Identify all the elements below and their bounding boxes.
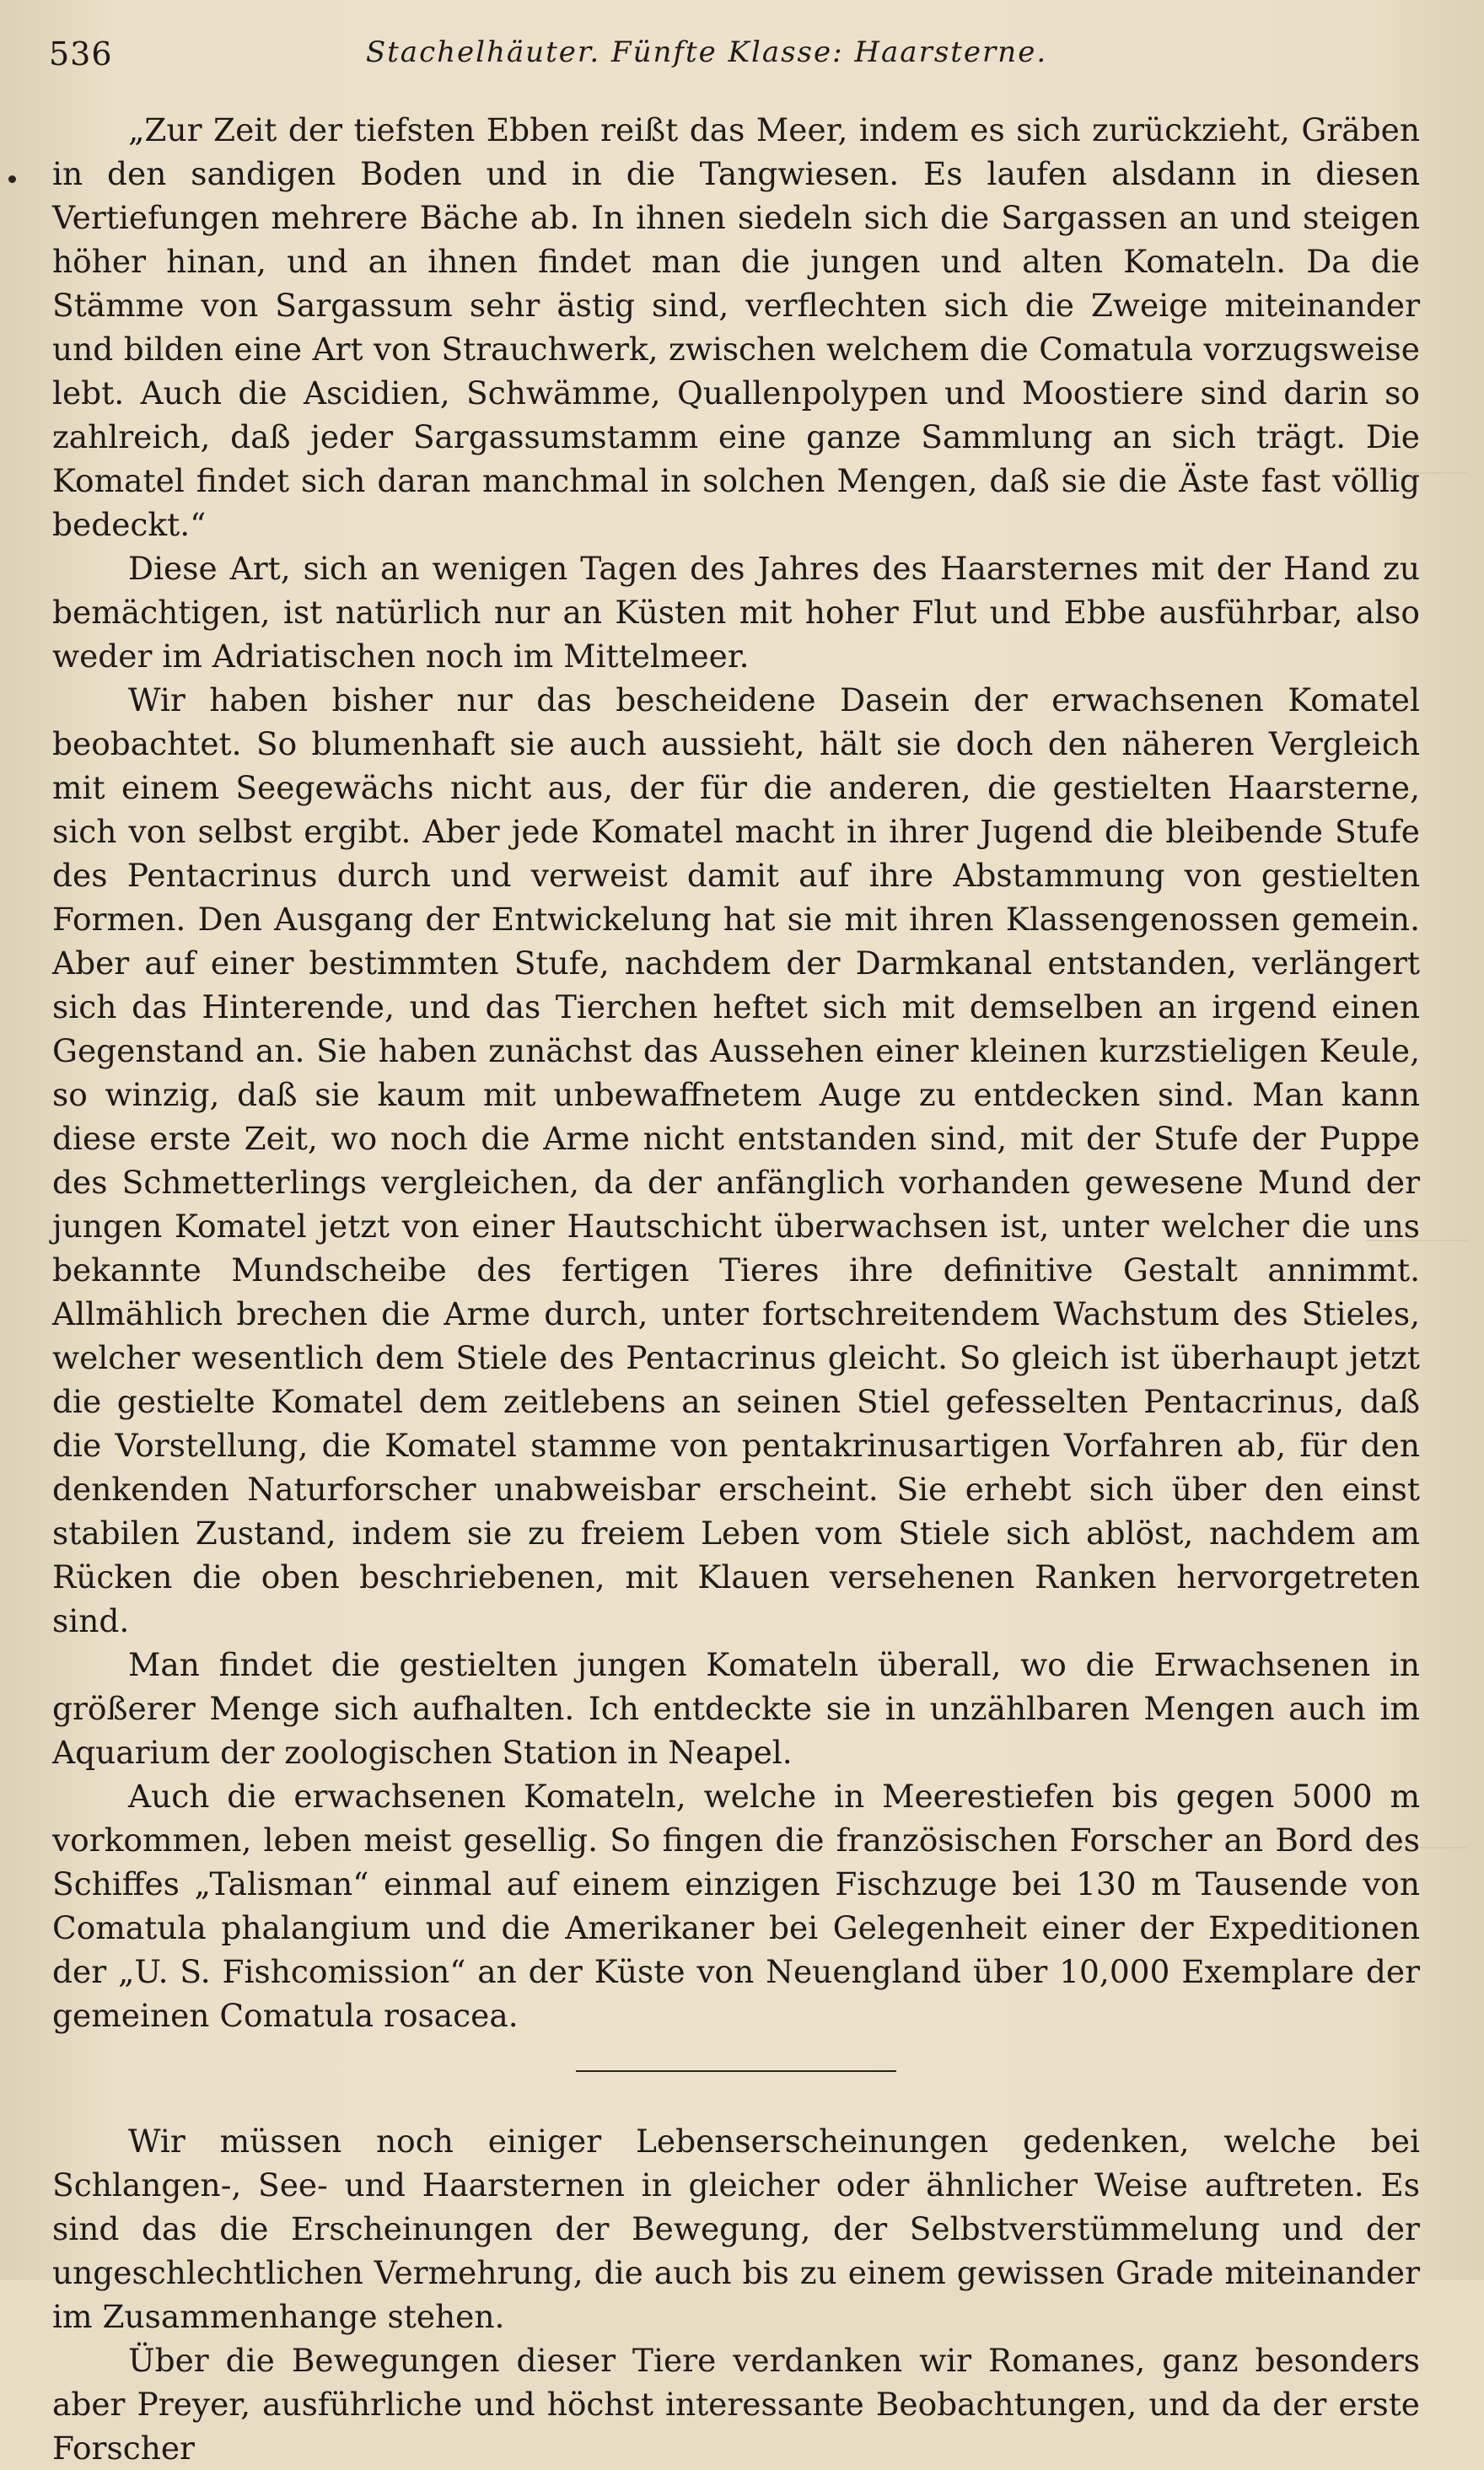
page-number: 536 xyxy=(49,35,113,73)
section-divider xyxy=(576,2070,896,2072)
running-head: Stachelhäuter. Fünfte Klasse: Haarsterne. xyxy=(365,35,1048,69)
paragraph: Wir müssen noch einiger Lebenserscheinungen gedenken, welche bei Schlangen-, See- und Haarsternen in gleicher oder ähnlicher Weise auftreten. Es sind das die Erscheinungen der Bewegung, der Selbstverstümmelung und der ungeschlechtlichen Vermehrung, die auch bis zu einem gewissen Grade miteinander im Zusammenhange stehen. xyxy=(52,2123,1420,2335)
margin-mark xyxy=(8,175,16,183)
body-text xyxy=(52,108,1420,2470)
paragraph-quote: „Zur Zeit der tiefsten Ebben reißt das Meer, indem es sich zurückzieht, Gräben in den sandigen Boden und in die Tangwiesen. Es laufen alsdann in diesen Vertiefungen mehrere Bäche ab. In ihnen siedeln sich die Sargassen an und steigen höher hinan, und an ihnen findet man die jungen und alten Komateln. Da die Stämme von Sargassum sehr ästig sind, verflechten sich die Zweige miteinander und bilden eine Art von Strauchwerk, zwischen welchem die Comatula vorzugsweise lebt. Auch die Ascidien, Schwämme, Quallenpolypen und Moostiere sind darin so zahlreich, daß jeder Sargassumstamm eine ganze Sammlung an sich trägt. Die Komatel findet sich daran manchmal in solchen Mengen, daß sie die Äste fast völlig bedeckt.“ xyxy=(52,111,1420,543)
paragraph: Über die Bewegungen dieser Tiere verdanken wir Romanes, ganz besonders aber Preyer, ausführliche und höchst interessante Beobachtungen, und da der erste Forscher xyxy=(52,2342,1420,2467)
paragraph: Man findet die gestielten jungen Komateln überall, wo die Erwachsenen in größerer Menge sich aufhalten. Ich entdeckte sie in unzählbaren Mengen auch im Aquarium der zoologischen Station in Neapel. xyxy=(52,1646,1420,1771)
paragraph: Wir haben bisher nur das bescheidene Dasein der erwachsenen Komatel beobachtet. So blumenhaft sie auch aussieht, hält sie doch den näheren Vergleich mit einem Seegewächs nicht aus, der für die anderen, die gestielten Haarsterne, sich von selbst ergibt. Aber jede Komatel macht in ihrer Jugend die bleibende Stufe des Pentacrinus durch und verweist damit auf ihre Abstammung von gestielten Formen. Den Ausgang der Entwickelung hat sie mit ihren Klassengenossen gemein. Aber auf einer bestimmten Stufe, nachdem der Darmkanal entstanden, verlängert sich das Hinterende, und das Tierchen heftet sich mit demselben an irgend einen Gegenstand an. Sie haben zunächst das Aussehen einer kleinen kurzstieligen Keule, so winzig, daß sie kaum mit unbewaffnetem Auge zu entdecken sind. Man kann diese erste Zeit, wo noch die Arme nicht entstanden sind, mit der Stufe der Puppe des Schmetterlings vergleichen, da der anfänglich vorhanden gewesene Mund der jungen Komatel jetzt von einer Hautschicht überwachsen ist, unter welcher die uns bekannte Mundscheibe des fertigen Tieres ihre definitive Gestalt annimmt. Allmählich brechen die Arme durch, unter fortschreitendem Wachstum des Stieles, welcher wesentlich dem Stiele des Pentacrinus gleicht. So gleich ist überhaupt jetzt die gestielte Komatel dem zeitlebens an seinen Stiel gefesselten Pentacrinus, daß die Vorstellung, die Komatel stamme von pentakrinusartigen Vorfahren ab, für den denkenden Naturforscher unabweisbar erscheint. Sie erhebt sich über den einst stabilen Zustand, indem sie zu freiem Leben vom Stiele sich ablöst, nachdem am Rücken die oben beschriebenen, mit Klauen versehenen Ranken hervorgetreten sind. xyxy=(52,681,1420,1639)
page-header xyxy=(49,35,1364,86)
paragraph: Auch die erwachsenen Komateln, welche in Meerestiefen bis gegen 5000 m vorkommen, leben meist gesellig. So fingen die französischen Forscher an Bord des Schiffes „Talisman“ einmal auf einem einzigen Fischzuge bei 130 m Tausende von Comatula phalangium und die Amerikaner bei Gelegenheit einer der Expeditionen der „U. S. Fishcomission“ an der Küste von Neuengland über 10,000 Exemplare der gemeinen Comatula rosacea. xyxy=(52,1778,1420,2034)
paragraph: Diese Art, sich an wenigen Tagen des Jahres des Haarsternes mit der Hand zu bemächtigen, ist natürlich nur an Küsten mit hoher Flut und Ebbe ausführbar, also weder im Adriatischen noch im Mittelmeer. xyxy=(52,550,1420,675)
